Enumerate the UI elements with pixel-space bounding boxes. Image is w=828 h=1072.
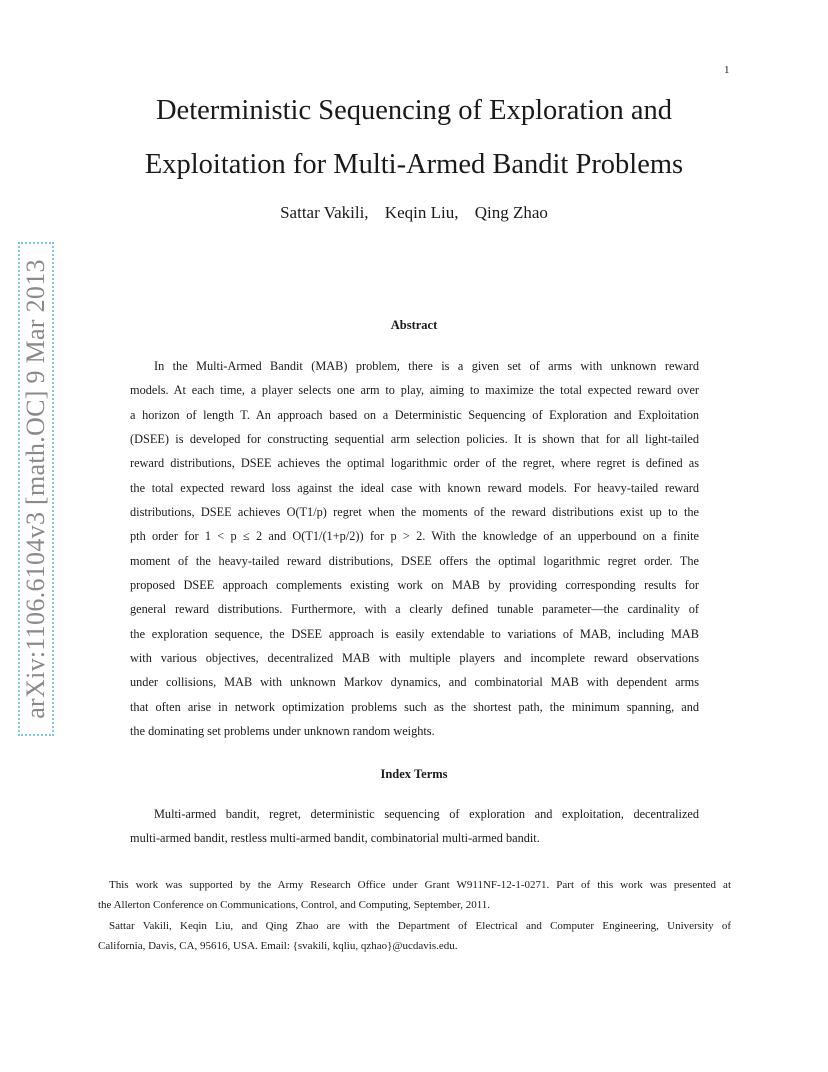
abstract-line: the total expected reward loss against the ideal case with known reward models. For heavy-tailed reward [130,480,699,495]
abstract-line: (DSEE) is developed for constructing sequential arm selection policies. It is shown that for all light-tailed [130,432,699,447]
footnote-line: the Allerton Conference on Communications, Control, and Computing, September, 2011. [98,899,491,912]
author-list [0,203,828,223]
abstract-heading: Abstract [390,318,438,332]
abstract-line: moment of the heavy-tailed reward distributions, DSEE offers the optimal logarithmic regret order. The [130,553,699,568]
footnotes [98,875,731,956]
author-name: Qing Zhao [474,203,548,222]
arxiv-stamp [18,242,54,736]
abstract-line: In the Multi-Armed Bandit (MAB) problem, there is a given set of arms with unknown reward [154,359,699,373]
abstract-line: models. At each time, a player selects one arm to play, aiming to maximize the total expected reward over [130,383,699,398]
index-terms-body [130,802,699,851]
abstract-line: general reward distributions. Furthermore, with a clearly defined tunable parameter—the cardinality of [130,602,699,617]
paper-title [0,84,828,192]
index-terms-heading: Index Terms [380,767,448,781]
abstract-line: reward distributions, DSEE achieves the optimal logarithmic order of the regret, where regret is defined as [130,456,699,471]
index-terms-line: Multi-armed bandit, regret, deterministic sequencing of exploration and exploitation, decentralized [154,807,699,821]
abstract-line: a horizon of length T. An approach based on a Deterministic Sequencing of Exploration and Exploitation [130,407,699,422]
abstract-line: pth order for 1 < p ≤ 2 and O(T1/(1+p/2)) for p > 2. With the knowledge of an upperbound on a finite [130,529,699,544]
title-line: Deterministic Sequencing of Exploration and [155,95,673,126]
abstract-line: distributions, DSEE achieves O(T1/p) regret when the moments of the reward distributions exist up to the [130,505,699,520]
footnote-line: California, Davis, CA, 95616, USA. Email: {svakili, kqliu, qzhao}@ucdavis.edu. [98,939,458,952]
author-name: Keqin Liu, [384,203,459,222]
abstract-line: the dominating set problems under unknown random weights. [130,724,435,739]
abstract-body [130,354,699,744]
title-line: Exploitation for Multi-Armed Bandit Problems [144,149,684,180]
page-number: 1 [724,64,730,76]
arxiv-identifier: arXiv:1106.6104v3 [math.OC] 9 Mar 2013 [21,259,51,719]
abstract-line: the exploration sequence, the DSEE approach is easily extendable to variations of MAB, including MAB [130,626,699,641]
abstract-line: under collisions, MAB with unknown Markov dynamics, and combinatorial MAB with dependent arms [130,675,699,690]
footnote-line: Sattar Vakili, Keqin Liu, and Qing Zhao are with the Department of Electrical and Computer Engineering, University of [109,919,731,932]
author-name: Sattar Vakili, [280,203,369,222]
index-terms-line: multi-armed bandit, restless multi-armed bandit, combinatorial multi-armed bandit. [130,831,540,846]
footnote-line: This work was supported by the Army Research Office under Grant W911NF-12-1-0271. Part of this work was presented at [109,879,731,891]
abstract-line: proposed DSEE approach complements existing work on MAB by providing corresponding results for [130,578,699,593]
abstract-line: that often arise in network optimization problems such as the shortest path, the minimum spanning, and [130,699,699,714]
abstract-line: with various objectives, decentralized MAB with multiple players and incomplete reward observations [130,651,699,666]
